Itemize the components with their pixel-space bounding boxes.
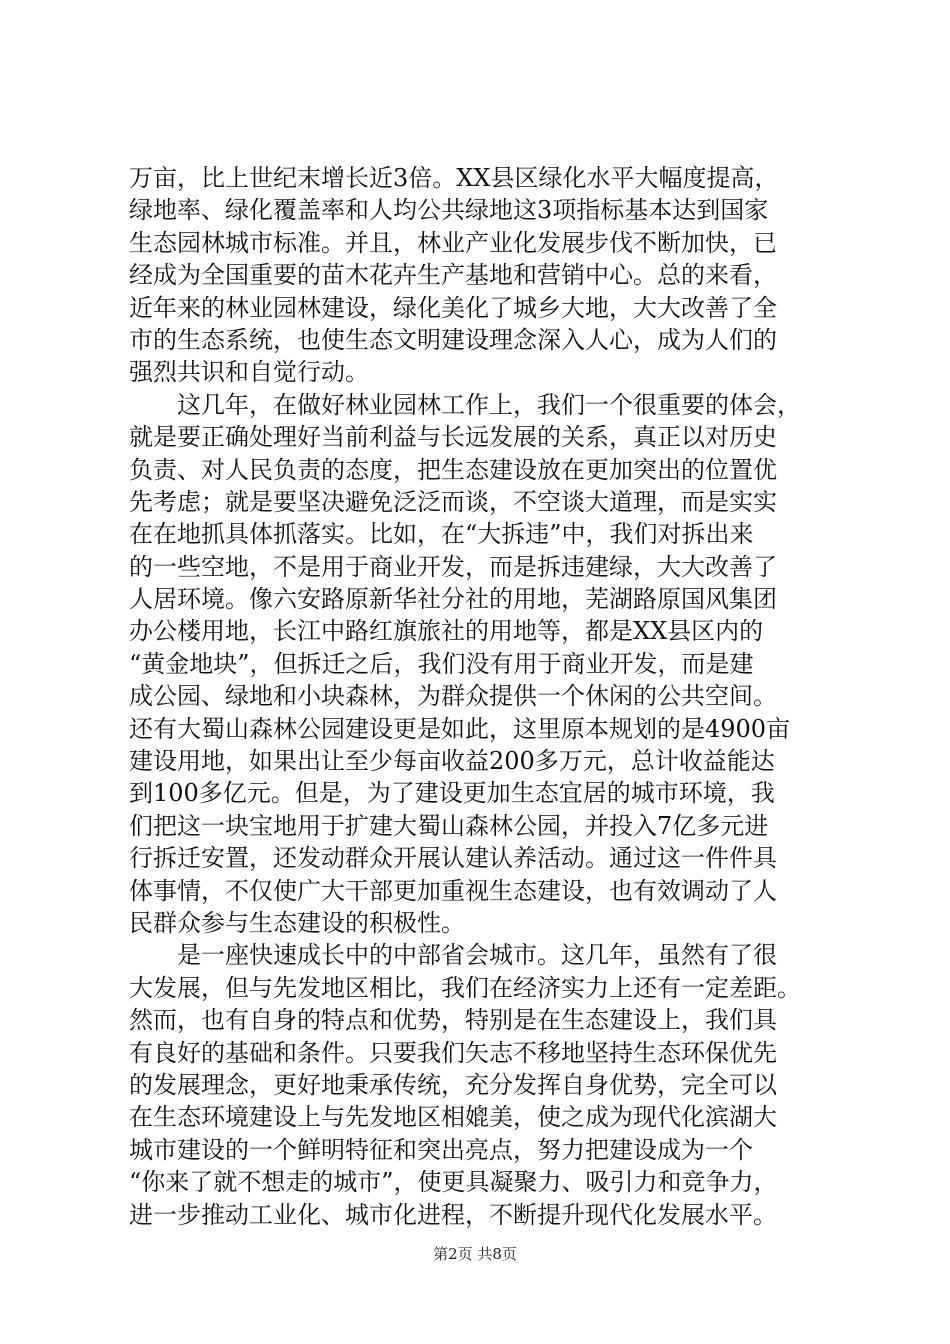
text-line: 城市建设的一个鲜明特征和突出亮点，努力把建设成为一个 — [129, 1135, 753, 1164]
text-line: 民群众参与生态建设的积极性。 — [129, 908, 465, 937]
text-line: 到100多亿元。但是，为了建设更加生态宜居的城市环境，我 — [129, 779, 775, 808]
text-line: 生态园林城市标准。并且，林业产业化发展步伐不断加快，已 — [129, 228, 777, 257]
text-line: 先考虑；就是要坚决避免泛泛而谈，不空谈大道理，而是实实 — [129, 487, 777, 516]
text-line: 市的生态系统，也使生态文明建设理念深入人心，成为人们的 — [129, 325, 777, 354]
text-line: 行拆迁安置，还发动群众开展认建认养活动。通过这一件件具 — [129, 844, 777, 873]
text-line: 然而，也有自身的特点和优势，特别是在生态建设上，我们具 — [129, 1006, 777, 1035]
text-line: 在在地抓具体抓落实。比如，在“大拆违”中，我们对拆出来 — [129, 520, 754, 549]
text-line: 办公楼用地，长江中路红旗旅社的用地等，都是XX县区内的 — [129, 617, 764, 646]
text-line: 成公园、绿地和小块森林，为群众提供一个休闲的公共空间。 — [129, 682, 777, 711]
text-line: 体事情，不仅使广大干部更加重视生态建设，也有效调动了人 — [129, 876, 777, 905]
text-line: “你来了就不想走的城市”，使更具凝聚力、吸引力和竞争力， — [129, 1168, 778, 1197]
text-line: 进一步推动工业化、城市化进程，不断提升现代化发展水平。 — [129, 1200, 777, 1229]
text-line: 万亩，比上世纪末增长近3倍。XX县区绿化水平大幅度提高， — [129, 164, 779, 192]
text-line: 有良好的基础和条件。只要我们矢志不移地坚持生态环保优先 — [129, 1038, 777, 1067]
text-line: 近年来的林业园林建设，绿化美化了城乡大地，大大改善了全 — [129, 293, 777, 322]
page-footer: 第2页 共8页 — [433, 1245, 517, 1263]
text-line: 们把这一块宝地用于扩建大蜀山森林公园，并投入7亿多元进 — [129, 811, 769, 840]
document-body — [129, 162, 829, 1231]
text-line: 这几年，在做好林业园林工作上，我们一个很重要的体会， — [129, 390, 801, 419]
text-line: 在生态环境建设上与先发地区相媲美，使之成为现代化滨湖大 — [129, 1103, 777, 1132]
text-line: 人居环境。像六安路原新华社分社的用地，芜湖路原国风集团 — [129, 585, 777, 614]
text-line: 负责、对人民负责的态度，把生态建设放在更加突出的位置优 — [129, 455, 777, 484]
text-line: “黄金地块”，但拆迁之后，我们没有用于商业开发，而是建 — [129, 649, 754, 678]
text-line: 建设用地，如果出让至少每亩收益200多万元，总计收益能达 — [129, 747, 775, 776]
text-line: 强烈共识和自觉行动。 — [129, 358, 369, 387]
text-line: 还有大蜀山森林公园建设更是如此，这里原本规划的是4900亩 — [129, 714, 791, 743]
text-line: 大发展，但与先发地区相比，我们在经济实力上还有一定差距。 — [129, 973, 801, 1002]
text-line: 的一些空地，不是用于商业开发，而是拆违建绿，大大改善了 — [129, 552, 777, 581]
text-line: 绿地率、绿化覆盖率和人均公共绿地这3项指标基本达到国家 — [129, 196, 769, 225]
text-line: 是一座快速成长中的中部省会城市。这几年，虽然有了很 — [129, 941, 777, 970]
text-line: 的发展理念，更好地秉承传统，充分发挥自身优势，完全可以 — [129, 1070, 777, 1099]
text-line: 就是要正确处理好当前利益与长远发展的关系，真正以对历史 — [129, 423, 777, 452]
text-line: 经成为全国重要的苗木花卉生产基地和营销中心。总的来看， — [129, 261, 777, 290]
